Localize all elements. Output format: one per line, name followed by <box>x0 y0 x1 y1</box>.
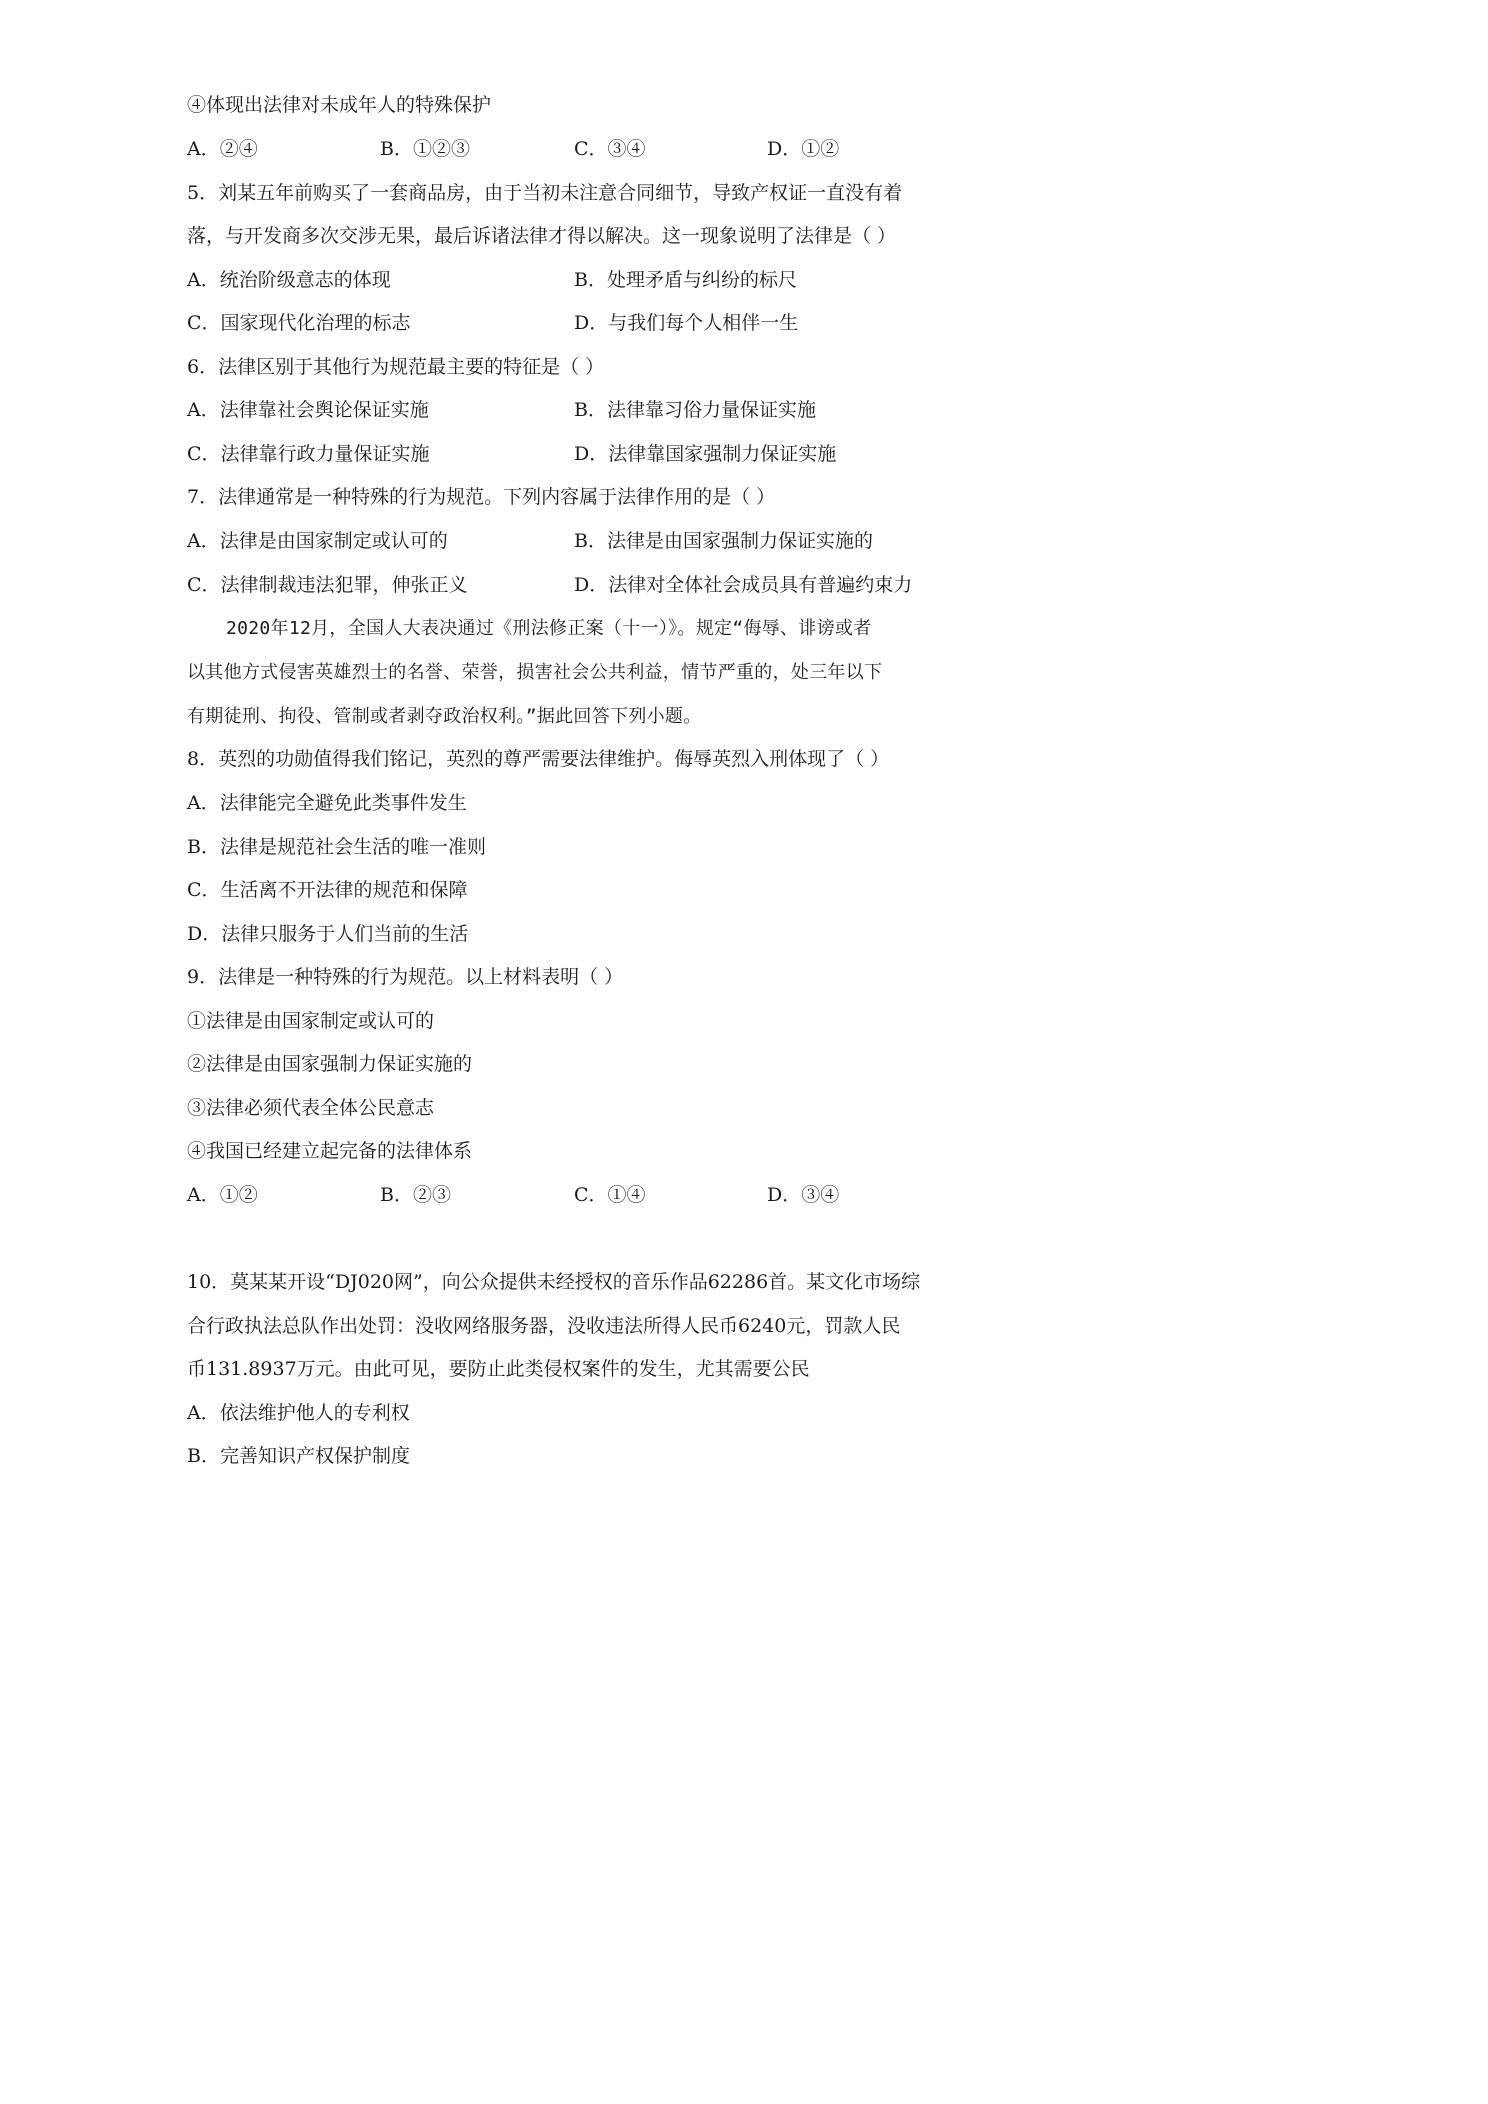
q5-options-row-2 <box>187 311 927 335</box>
material-line-3: 有期徒刑、拘役、管制或者剥夺政治权利。”据此回答下列小题。 <box>187 706 702 727</box>
q9-stem: 9．法律是一种特殊的行为规范。以上材料表明（ ） <box>187 966 624 988</box>
q9-item-3: ③法律必须代表全体公民意志 <box>187 1097 435 1119</box>
q9-option-a: A．①② <box>187 1184 258 1206</box>
q8-option-a: A．法律能完全避免此类事件发生 <box>187 792 467 814</box>
q5-option-a: A．统治阶级意志的体现 <box>187 269 391 291</box>
q10-option-a: A．依法维护他人的专利权 <box>187 1402 410 1424</box>
q9-option-c: C．①④ <box>574 1184 646 1206</box>
q10-stem-line-1: 10．莫某某开设“DJ020网”，向公众提供未经授权的音乐作品62286首。某文化市场综 <box>187 1271 921 1293</box>
q4-option-a: A．②④ <box>187 138 258 160</box>
material-line-1: 2020年12月，全国人大表决通过《刑法修正案（十一）》。规定“侮辱、诽谤或者 <box>226 618 872 639</box>
q7-options-row-2 <box>187 573 927 597</box>
q7-option-b: B．法律是由国家强制力保证实施的 <box>574 530 873 552</box>
q7-option-d: D．法律对全体社会成员具有普遍约束力 <box>574 574 913 596</box>
q6-option-a: A．法律靠社会舆论保证实施 <box>187 399 429 421</box>
q9-option-d: D．③④ <box>767 1184 840 1206</box>
q9-item-4: ④我国已经建立起完备的法律体系 <box>187 1140 473 1162</box>
q7-options-row-1 <box>187 529 927 553</box>
q5-stem-line-1: 5．刘某五年前购买了一套商品房，由于当初未注意合同细节，导致产权证一直没有着 <box>187 182 903 204</box>
q5-option-d: D．与我们每个人相伴一生 <box>574 312 799 334</box>
q8-stem: 8．英烈的功勋值得我们铭记，英烈的尊严需要法律维护。侮辱英烈入刑体现了（ ） <box>187 748 890 770</box>
q8-option-c: C．生活离不开法律的规范和保障 <box>187 879 468 901</box>
q6-option-b: B．法律靠习俗力量保证实施 <box>574 399 816 421</box>
q9-item-2: ②法律是由国家强制力保证实施的 <box>187 1053 473 1075</box>
q4-item-4: ④体现出法律对未成年人的特殊保护 <box>187 94 492 116</box>
q7-option-a: A．法律是由国家制定或认可的 <box>187 530 448 552</box>
q7-option-c: C．法律制裁违法犯罪，伸张正义 <box>187 574 468 596</box>
q10-option-b: B．完善知识产权保护制度 <box>187 1445 410 1467</box>
q6-stem: 6．法律区别于其他行为规范最主要的特征是（ ） <box>187 356 605 378</box>
q5-option-c: C．国家现代化治理的标志 <box>187 312 411 334</box>
q4-options <box>187 137 927 161</box>
material-line-2: 以其他方式侵害英雄烈士的名誉、荣誉，损害社会公共利益，情节严重的，处三年以下 <box>187 662 883 683</box>
q10-stem-line-3: 币131.8937万元。由此可见，要防止此类侵权案件的发生，尤其需要公民 <box>187 1358 810 1380</box>
q9-item-1: ①法律是由国家制定或认可的 <box>187 1010 435 1032</box>
q5-stem-line-2: 落，与开发商多次交涉无果，最后诉诸法律才得以解决。这一现象说明了法律是（ ） <box>187 225 897 247</box>
q7-stem: 7．法律通常是一种特殊的行为规范。下列内容属于法律作用的是（ ） <box>187 486 776 508</box>
q4-option-d: D．①② <box>767 138 840 160</box>
q9-options <box>187 1183 927 1207</box>
q4-option-c: C．③④ <box>574 138 646 160</box>
q5-options-row-1 <box>187 268 927 292</box>
q6-options-row-1 <box>187 398 927 422</box>
q8-option-b: B．法律是规范社会生活的唯一准则 <box>187 836 486 858</box>
q10-stem-line-2: 合行政执法总队作出处罚：没收网络服务器，没收违法所得人民币6240元，罚款人民 <box>187 1315 901 1337</box>
q8-option-d: D．法律只服务于人们当前的生活 <box>187 923 469 945</box>
q6-option-c: C．法律靠行政力量保证实施 <box>187 443 430 465</box>
q4-option-b: B．①②③ <box>380 138 470 160</box>
q9-option-b: B．②③ <box>380 1184 451 1206</box>
q6-options-row-2 <box>187 442 927 466</box>
q6-option-d: D．法律靠国家强制力保证实施 <box>574 443 837 465</box>
q5-option-b: B．处理矛盾与纠纷的标尺 <box>574 269 797 291</box>
